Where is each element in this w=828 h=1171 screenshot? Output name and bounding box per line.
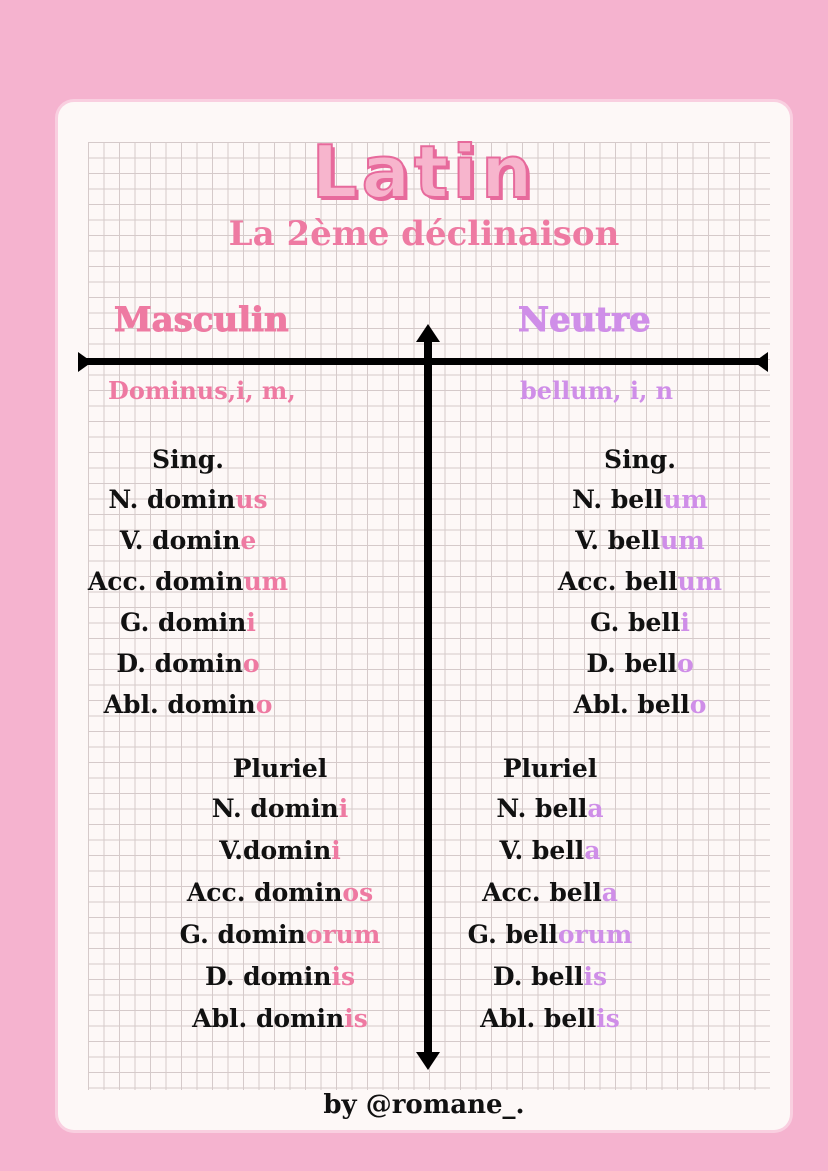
form-ending: i [331,836,341,865]
notebook-card [58,102,790,1130]
masculin-singular-form [88,567,288,597]
form-ending: us [235,485,268,514]
neutre-plural-form [499,836,600,866]
form-stem: G. domin [120,608,247,637]
form-stem: G. bell [590,608,681,637]
form-ending: i [246,608,256,637]
neutre-plural-form [482,878,618,908]
form-stem: G. domin [179,920,306,949]
form-stem: Abl. bell [480,1004,597,1033]
masculin-heading: Masculin [114,300,289,340]
form-ending: i [680,608,690,637]
form-ending: i [338,794,349,823]
neutre-plural-form [493,962,607,992]
neutre-singular-form [572,485,708,515]
form-stem: G. bell [467,920,558,949]
form-ending: um [663,485,708,514]
form-stem: N. bell [572,485,664,514]
masculin-plural-form [212,794,348,824]
form-ending: a [601,878,618,907]
neutre-singular-form [558,567,722,597]
masculin-plural-form [187,878,373,908]
vertical-divider [424,340,432,1058]
form-stem: N. domin [108,485,236,514]
divider-bottom-cap [416,1052,440,1070]
form-ending: is [596,1004,620,1033]
masculin-singular-form [108,485,267,515]
form-stem: V. domin [119,526,241,555]
form-ending: a [584,836,601,865]
form-stem: Abl. domin [192,1004,345,1033]
form-ending: e [240,526,257,555]
neutre-plural-form [496,794,603,824]
neutre-singular-form [590,608,690,638]
masculin-singular-form [116,649,259,679]
neutre-plural-form [480,1004,620,1034]
neutre-plural-form [468,920,633,950]
form-stem: V. bell [575,526,661,555]
form-stem: D. domin [204,962,332,991]
form-stem: V. bell [499,836,585,865]
form-ending: o [689,690,707,719]
form-stem: Acc. bell [557,567,678,596]
form-ending: o [676,649,694,678]
masculin-plural-form [219,836,341,866]
form-ending: is [344,1004,368,1033]
masculin-plural-form [205,962,355,992]
form-stem: N. bell [496,794,588,823]
form-ending: um [677,567,723,596]
masculin-lemma: Dominus,i, m, [108,376,296,405]
neutre-singular-form [575,526,704,556]
masculin-singular-form [104,690,273,720]
neutre-lemma: bellum, i, n [520,376,674,405]
form-ending: orum [557,920,633,949]
masculin-singular-form [120,526,257,556]
page-title: Latin [311,130,537,214]
masculin-plur-label: Pluriel [232,754,328,783]
neutre-plur-label: Pluriel [502,754,598,783]
form-ending: a [587,794,604,823]
masculin-plural-form [180,920,381,950]
form-stem: Abl. bell [573,690,690,719]
neutre-singular-form [574,690,707,720]
form-stem: D. bell [586,649,677,678]
page-subtitle: La 2ème déclinaison [228,214,620,254]
masculin-sing-label: Sing. [152,445,224,474]
form-stem: Acc. domin [186,878,343,907]
form-stem: V.domin [219,836,332,865]
form-ending: o [255,690,273,719]
form-stem: Abl. domin [103,690,256,719]
form-ending: is [331,962,356,991]
form-ending: um [243,567,289,596]
form-stem: Acc. bell [482,878,602,907]
masculin-singular-form [120,608,256,638]
form-stem: D. domin [116,649,243,678]
divider-right-cap [754,352,768,372]
form-ending: o [242,649,260,678]
form-stem: D. bell [492,962,584,991]
form-ending: os [342,878,374,907]
masculin-plural-form [192,1004,368,1034]
neutre-singular-form [586,649,693,679]
author-credit: by @romane_. [323,1090,525,1120]
neutre-sing-label: Sing. [604,445,676,474]
neutre-heading: Neutre [518,300,651,340]
form-stem: N. domin [211,794,339,823]
form-ending: is [583,962,608,991]
form-ending: orum [305,920,381,949]
form-stem: Acc. domin [87,567,244,596]
form-ending: um [660,526,705,555]
